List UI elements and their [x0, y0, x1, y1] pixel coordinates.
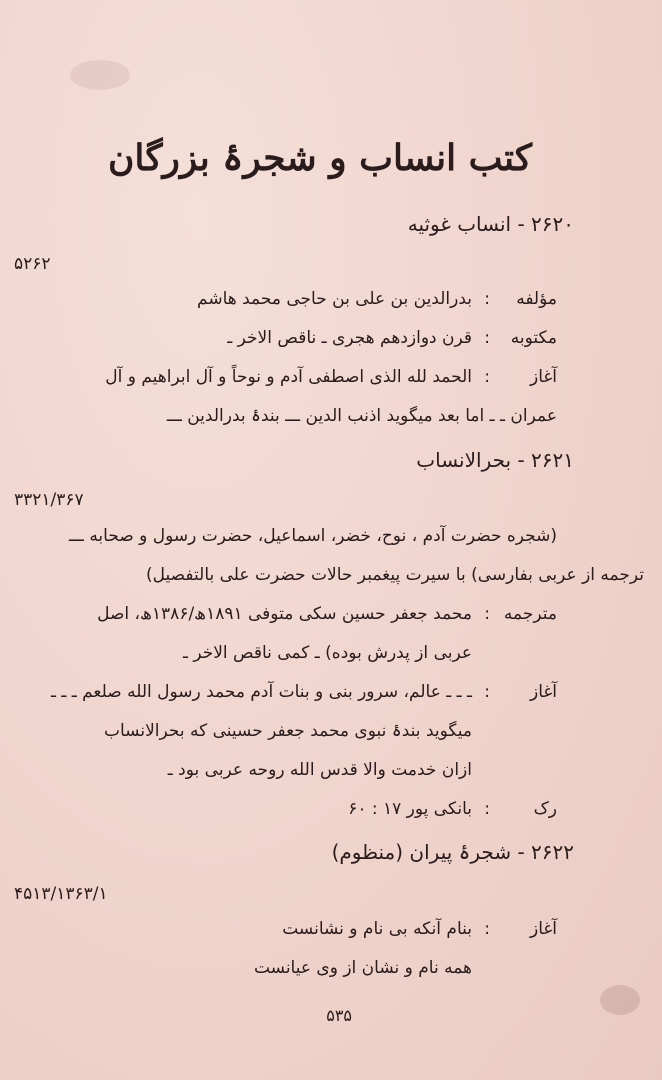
entry-heading: ۲۶۲۲ - شجرۂ پیران (منظوم)	[331, 840, 574, 864]
entry-code: ۵۲۶۲	[14, 254, 51, 274]
field-label: مؤلفه	[516, 289, 557, 309]
entry-note: (شجره حضرت آدم ، نوح، خضر، اسماعیل، حضرت رسول و صحابه ـــ	[68, 526, 557, 546]
entry-code: ۴۵۱۳/۱۳۶۳/۱	[14, 884, 108, 904]
field-label: آغاز	[529, 682, 557, 702]
field-value-continued: عربی از پدرش بوده) ـ کمی ناقص الاخر ـ	[182, 643, 472, 663]
field-value: الحمد لله الذی اصطفی آدم و نوحاً و آل ابراهیم و آل	[105, 367, 472, 387]
field-colon: :	[484, 799, 490, 819]
field-colon: :	[484, 367, 490, 387]
field-label: آغاز	[529, 367, 557, 387]
entry-heading: ۲۶۲۱ - بحرالانساب	[416, 448, 574, 472]
field-colon: :	[484, 604, 490, 624]
field-value-continued: عمران ـ ـ اما بعد میگوید اذنب الدین ـــ بندۂ بدرالدین ـــ	[166, 406, 557, 426]
page-title: کتب انساب و شجرۂ بزرگان	[107, 137, 532, 179]
field-value: بنام آنکه بی نام و نشانست	[282, 919, 472, 939]
field-colon: :	[484, 328, 490, 348]
field-value: بانکی پور ۱۷ : ۶۰	[348, 799, 472, 819]
field-label: رک	[533, 799, 557, 819]
field-value: ـ ـ ـ عالم، سرور بنی و بنات آدم محمد رسول الله صلعم ـ ـ ـ	[50, 682, 472, 702]
stain	[70, 60, 130, 90]
field-colon: :	[484, 289, 490, 309]
field-label: مکتوبه	[510, 328, 557, 348]
entry-heading: ۲۶۲۰ - انساب غوثیه	[407, 212, 574, 236]
field-value-continued: میگوید بندۂ نبوی محمد جعفر حسینی که بحرالانساب	[104, 721, 472, 741]
field-value: محمد جعفر حسین سکی متوفی ۱۸۹۱ھ/۱۳۸۶ھ، اصل	[97, 604, 472, 624]
page-number: ۵۳۵	[326, 1006, 352, 1025]
entry-code: ۳۳۲۱/۳۶۷	[14, 490, 84, 510]
entry-note: ترجمه از عربی بفارسی) با سیرت پیغمبر حالات حضرت علی بالتفصیل)	[146, 565, 644, 585]
field-label: مترجمه	[503, 604, 557, 624]
field-value-continued: همه نام و نشان از وی عیانست	[253, 958, 472, 978]
field-colon: :	[484, 919, 490, 939]
field-value: بدرالدین بن علی بن حاجی محمد هاشم	[197, 289, 472, 309]
field-value: قرن دوازدهم هجری ـ ناقص الاخر ـ	[227, 328, 472, 348]
stain	[600, 985, 640, 1015]
field-label: آغاز	[529, 919, 557, 939]
field-value-continued: ازان خدمت والا قدس الله روحه عربی بود ـ	[167, 760, 472, 780]
field-colon: :	[484, 682, 490, 702]
